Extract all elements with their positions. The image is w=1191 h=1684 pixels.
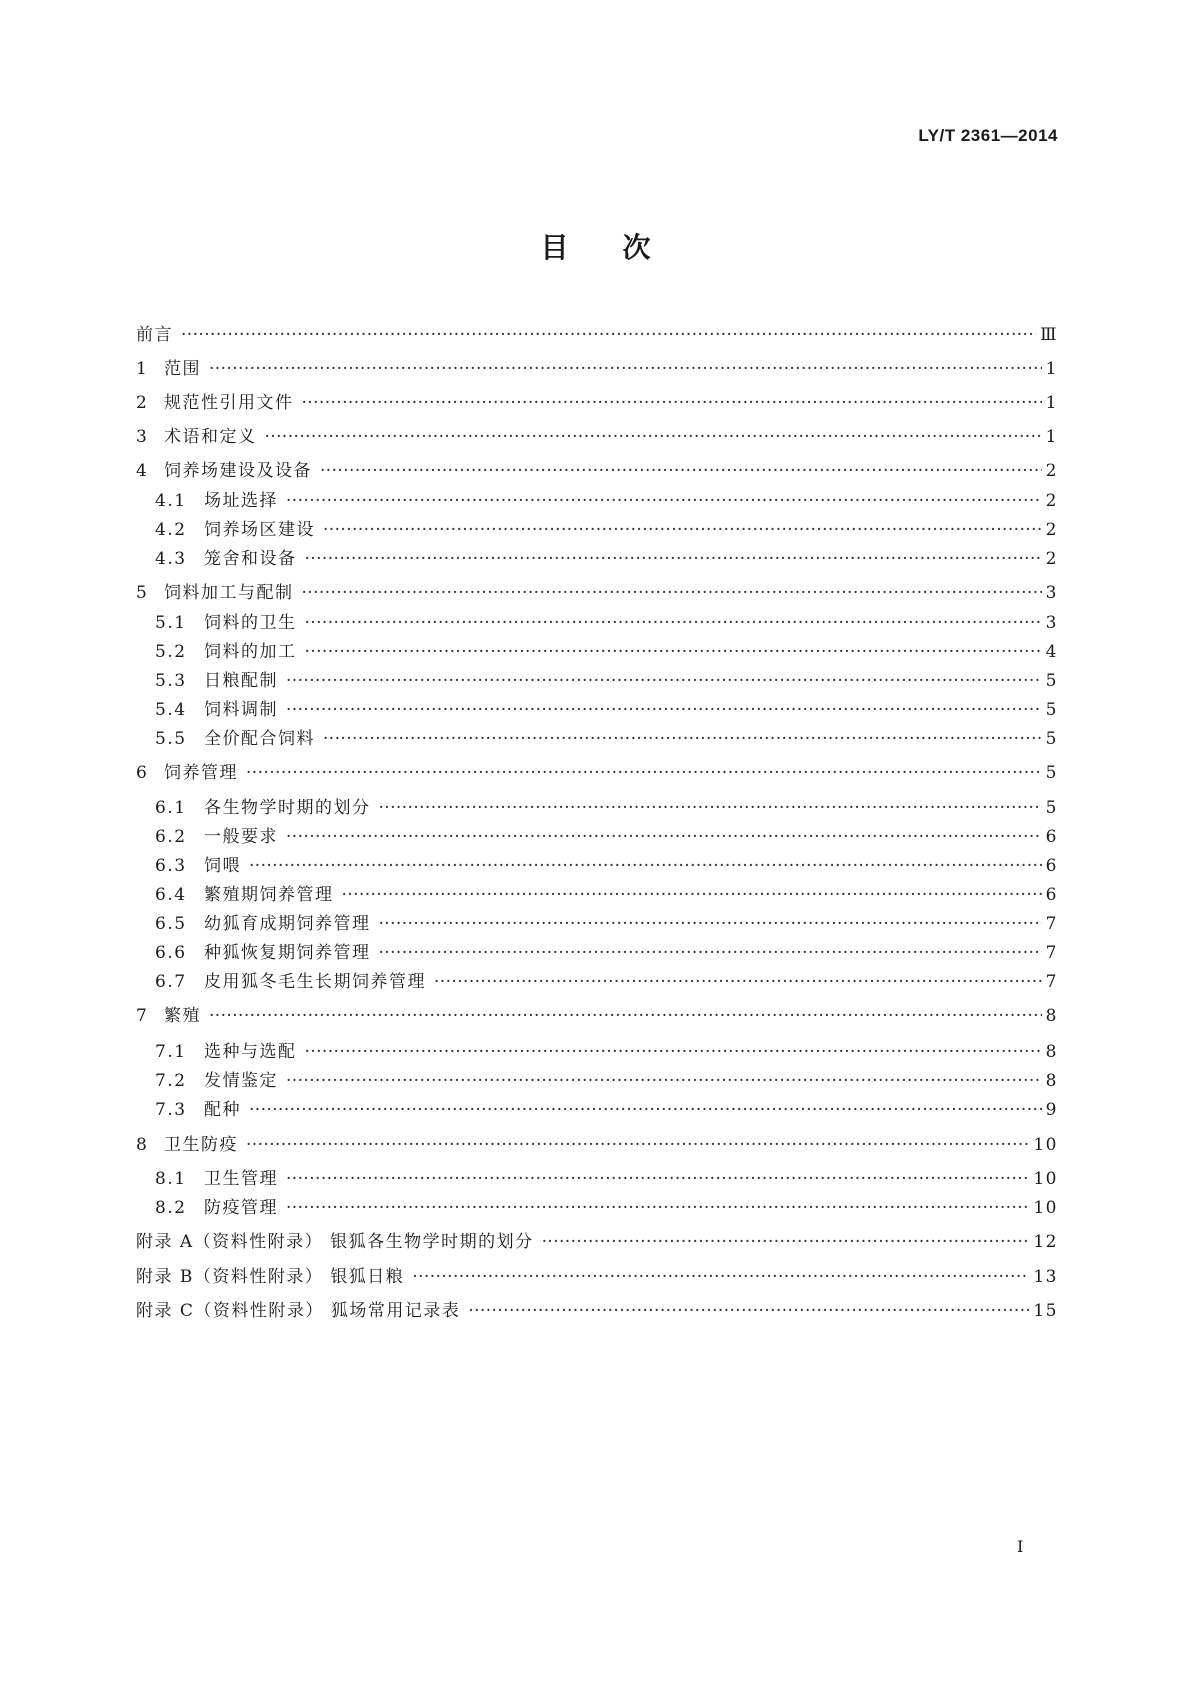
toc-entry-number: 6.4 [155, 885, 187, 905]
dot-leader [209, 359, 1042, 379]
toc-entry-number: 8.2 [155, 1198, 187, 1218]
dot-leader [286, 1198, 1029, 1218]
toc-entry[interactable] [136, 1232, 1058, 1252]
dot-leader [305, 1042, 1042, 1062]
toc-entry[interactable] [136, 700, 1058, 720]
toc-entry-label: 配种 [204, 1100, 241, 1120]
toc-entry-label: 各生物学时期的划分 [204, 798, 371, 818]
toc-entry[interactable] [136, 763, 1058, 783]
toc-entry-number: 1 [136, 359, 149, 379]
toc-entry-number: 6.3 [155, 856, 187, 876]
toc-entry[interactable] [136, 1198, 1058, 1218]
toc-entry[interactable] [136, 1042, 1058, 1062]
toc-entry-label: 附录 C（资料性附录） 狐场常用记录表 [136, 1301, 461, 1321]
toc-entry-label: 发情鉴定 [204, 1071, 278, 1091]
dot-leader [412, 1267, 1029, 1287]
toc-entry-page: 8 [1045, 1006, 1058, 1026]
toc-entry-page: 15 [1033, 1301, 1058, 1321]
dot-leader [286, 1169, 1029, 1189]
toc-entry-label: 卫生管理 [204, 1169, 278, 1189]
toc-entry[interactable] [136, 729, 1058, 749]
toc-entry-page: 13 [1033, 1267, 1058, 1287]
toc-entry[interactable] [136, 461, 1058, 481]
toc-entry[interactable] [136, 549, 1058, 569]
toc-entry-page: 9 [1045, 1100, 1058, 1120]
toc-entry-page: 8 [1045, 1042, 1058, 1062]
toc-entry-page: 10 [1033, 1135, 1058, 1155]
toc-entry-page: 6 [1045, 885, 1058, 905]
dot-leader [342, 885, 1042, 905]
toc-entry-label: 术语和定义 [164, 427, 257, 447]
dot-leader [286, 1071, 1042, 1091]
dot-leader [209, 1006, 1042, 1026]
toc-entry-label: 幼狐育成期饲养管理 [204, 914, 371, 934]
toc-entry-page: 3 [1045, 583, 1058, 603]
toc-entry-page: 5 [1045, 798, 1058, 818]
toc-entry-number: 6.7 [155, 972, 187, 992]
toc-entry-label: 附录 B（资料性附录） 银狐日粮 [136, 1267, 405, 1287]
toc-entry-page: 2 [1045, 520, 1058, 540]
dot-leader [249, 1100, 1042, 1120]
dot-leader [434, 972, 1042, 992]
toc-entry-number: 7.3 [155, 1100, 187, 1120]
dot-leader [320, 461, 1042, 481]
toc-entry-label: 种狐恢复期饲养管理 [204, 943, 371, 963]
toc-entry[interactable] [136, 359, 1058, 379]
toc-entry-page: 2 [1045, 549, 1058, 569]
dot-leader [286, 827, 1042, 847]
toc-entry-label: 场址选择 [204, 491, 278, 511]
toc-entry-page: 1 [1045, 427, 1058, 447]
toc-entry[interactable] [136, 642, 1058, 662]
dot-leader [305, 613, 1042, 633]
toc-entry-label: 饲料的卫生 [204, 613, 297, 633]
dot-leader [542, 1232, 1030, 1252]
toc-entry[interactable] [136, 943, 1058, 963]
toc-entry-page: 8 [1045, 1071, 1058, 1091]
toc-entry-page: 6 [1045, 827, 1058, 847]
toc-entry-number: 7.1 [155, 1042, 187, 1062]
toc-entry-label: 饲料加工与配制 [164, 583, 294, 603]
dot-leader [305, 642, 1042, 662]
toc-entry[interactable] [136, 885, 1058, 905]
toc-entry[interactable] [136, 491, 1058, 511]
dot-leader [305, 549, 1042, 569]
toc-entry[interactable] [136, 613, 1058, 633]
dot-leader [246, 763, 1042, 783]
dot-leader [302, 583, 1042, 603]
toc-entry-page: 5 [1045, 763, 1058, 783]
toc-entry-label: 全价配合饲料 [204, 729, 315, 749]
toc-entry-number: 5.2 [155, 642, 187, 662]
toc-entry[interactable] [136, 798, 1058, 818]
dot-leader [286, 700, 1042, 720]
toc-entry[interactable] [136, 914, 1058, 934]
toc-entry-number: 6.5 [155, 914, 187, 934]
toc-entry-label: 饲养管理 [164, 763, 238, 783]
toc-entry-page: 1 [1045, 359, 1058, 379]
toc-entry-number: 5.3 [155, 671, 187, 691]
toc-entry-label: 繁殖 [164, 1006, 201, 1026]
dot-leader [286, 671, 1042, 691]
toc-entry-page: 10 [1033, 1169, 1058, 1189]
dot-leader [379, 914, 1042, 934]
toc-entry-number: 8 [136, 1135, 149, 1155]
toc-entry-label: 一般要求 [204, 827, 278, 847]
toc-entry-label: 饲养场建设及设备 [164, 461, 312, 481]
toc-entry-page: 5 [1045, 671, 1058, 691]
toc-entry-number: 7.2 [155, 1071, 187, 1091]
toc-entry-label: 卫生防疫 [164, 1135, 238, 1155]
dot-leader [323, 729, 1042, 749]
toc-entry-page: 12 [1033, 1232, 1058, 1252]
toc-entry-label: 笼舍和设备 [204, 549, 297, 569]
toc-entry-page: 2 [1045, 461, 1058, 481]
toc-entry-label: 附录 A（资料性附录） 银狐各生物学时期的划分 [136, 1232, 534, 1252]
dot-leader [265, 427, 1042, 447]
dot-leader [302, 393, 1042, 413]
toc-entry[interactable] [136, 1071, 1058, 1091]
toc-entry[interactable] [136, 1006, 1058, 1026]
toc-entry-label: 选种与选配 [204, 1042, 297, 1062]
dot-leader [181, 325, 1036, 345]
dot-leader [286, 491, 1042, 511]
dot-leader [468, 1301, 1029, 1321]
standard-code: LY/T 2361—2014 [918, 126, 1058, 145]
toc-entry[interactable] [136, 1267, 1058, 1287]
toc-entry-number: 5.5 [155, 729, 187, 749]
page-title: 目次 [540, 231, 705, 264]
toc-entry-page: 7 [1045, 972, 1058, 992]
toc-entry[interactable] [136, 520, 1058, 540]
toc-entry[interactable] [136, 1100, 1058, 1120]
toc-entry[interactable] [136, 325, 1058, 345]
toc-entry-number: 6 [136, 763, 149, 783]
toc-entry-page: 6 [1045, 856, 1058, 876]
toc-entry-number: 7 [136, 1006, 149, 1026]
toc-entry-label: 皮用狐冬毛生长期饲养管理 [204, 972, 426, 992]
toc-entry-label: 饲料的加工 [204, 642, 297, 662]
toc-entry[interactable] [136, 583, 1058, 603]
toc-entry-number: 5.4 [155, 700, 187, 720]
toc-entry-number: 8.1 [155, 1169, 187, 1189]
toc-entry-page: 3 [1045, 613, 1058, 633]
toc-entry[interactable] [136, 1135, 1058, 1155]
toc-entry-number: 4.3 [155, 549, 187, 569]
toc-entry[interactable] [136, 972, 1058, 992]
toc-entry-label: 范围 [164, 359, 201, 379]
toc-entry[interactable] [136, 671, 1058, 691]
dot-leader [379, 798, 1042, 818]
toc-entry-number: 3 [136, 427, 149, 447]
toc-entry-number: 4 [136, 461, 149, 481]
toc-entry-number: 4.2 [155, 520, 187, 540]
toc-entry-page: 7 [1045, 943, 1058, 963]
toc-entry-label: 繁殖期饲养管理 [204, 885, 334, 905]
dot-leader [323, 520, 1042, 540]
toc-entry-label: 规范性引用文件 [164, 393, 294, 413]
toc-entry[interactable] [136, 393, 1058, 413]
toc-entry-number: 5.1 [155, 613, 187, 633]
toc-entry-label: 防疫管理 [204, 1198, 278, 1218]
toc-entry-number: 4.1 [155, 491, 187, 511]
toc-entry[interactable] [136, 856, 1058, 876]
toc-entry-page: 1 [1045, 393, 1058, 413]
toc-entry-label: 日粮配制 [204, 671, 278, 691]
toc-entry[interactable] [136, 427, 1058, 447]
toc-entry-label: 前言 [136, 325, 173, 345]
toc-entry-number: 6.1 [155, 798, 187, 818]
toc-entry[interactable] [136, 1169, 1058, 1189]
toc-entry[interactable] [136, 827, 1058, 847]
dot-leader [379, 943, 1042, 963]
toc-entry-page: 7 [1045, 914, 1058, 934]
dot-leader [246, 1135, 1029, 1155]
toc-entry-page: 4 [1045, 642, 1058, 662]
toc-entry-label: 饲养场区建设 [204, 520, 315, 540]
page-number: Ⅰ [1017, 1537, 1024, 1556]
toc-entry-number: 6.6 [155, 943, 187, 963]
toc-entry-label: 饲喂 [204, 856, 241, 876]
dot-leader [249, 856, 1042, 876]
toc-entry-page: Ⅲ [1040, 325, 1058, 345]
toc-entry-label: 饲料调制 [204, 700, 278, 720]
toc-entry-page: 2 [1045, 491, 1058, 511]
toc-entry-page: 10 [1033, 1198, 1058, 1218]
toc-entry-number: 5 [136, 583, 149, 603]
toc-entry-page: 5 [1045, 700, 1058, 720]
toc-entry[interactable] [136, 1301, 1058, 1321]
toc-entry-number: 2 [136, 393, 149, 413]
toc-entry-page: 5 [1045, 729, 1058, 749]
toc-entry-number: 6.2 [155, 827, 187, 847]
